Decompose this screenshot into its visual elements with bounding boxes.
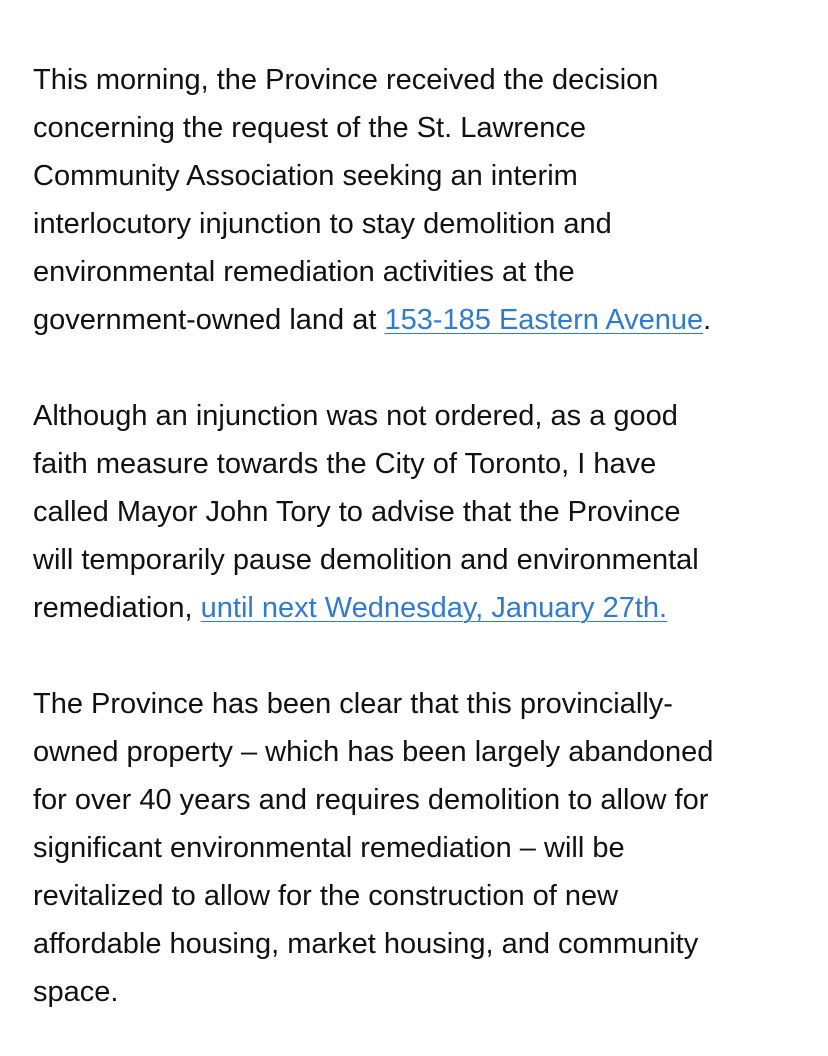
text-line: for over 40 years and requires demolition to allow for	[33, 784, 709, 816]
text-line: significant environmental remediation – will be	[33, 832, 625, 864]
paragraph-1	[33, 56, 813, 344]
text-line: This morning, the Province received the decision	[33, 64, 659, 96]
date-link[interactable]: until next Wednesday, January 27th.	[200, 592, 668, 624]
statement-body	[33, 56, 813, 1016]
text-line: concerning the request of the St. Lawrence	[33, 112, 586, 144]
text-line: space.	[33, 976, 119, 1008]
text-line	[33, 584, 813, 632]
text-line	[33, 296, 813, 344]
address-link[interactable]: 153-185 Eastern Avenue	[384, 304, 704, 336]
text-line: interlocutory injunction to stay demolition and	[33, 208, 612, 240]
text-fragment: government-owned land at	[33, 304, 385, 336]
text-fragment: .	[703, 304, 712, 336]
text-line: faith measure towards the City of Toronto, I have	[33, 448, 657, 480]
text-line: revitalized to allow for the construction of new	[33, 880, 619, 912]
text-fragment: remediation,	[33, 592, 201, 624]
text-line: Although an injunction was not ordered, as a good	[33, 400, 678, 432]
text-line: The Province has been clear that this provincially-	[33, 688, 673, 720]
text-line: called Mayor John Tory to advise that the Province	[33, 496, 681, 528]
paragraph-2	[33, 392, 813, 632]
text-line: will temporarily pause demolition and environmental	[33, 544, 699, 576]
text-line: Community Association seeking an interim	[33, 160, 578, 192]
text-line: environmental remediation activities at the	[33, 256, 575, 288]
text-line: affordable housing, market housing, and community	[33, 928, 699, 960]
paragraph-3	[33, 680, 813, 1016]
text-line: owned property – which has been largely abandoned	[33, 736, 714, 768]
